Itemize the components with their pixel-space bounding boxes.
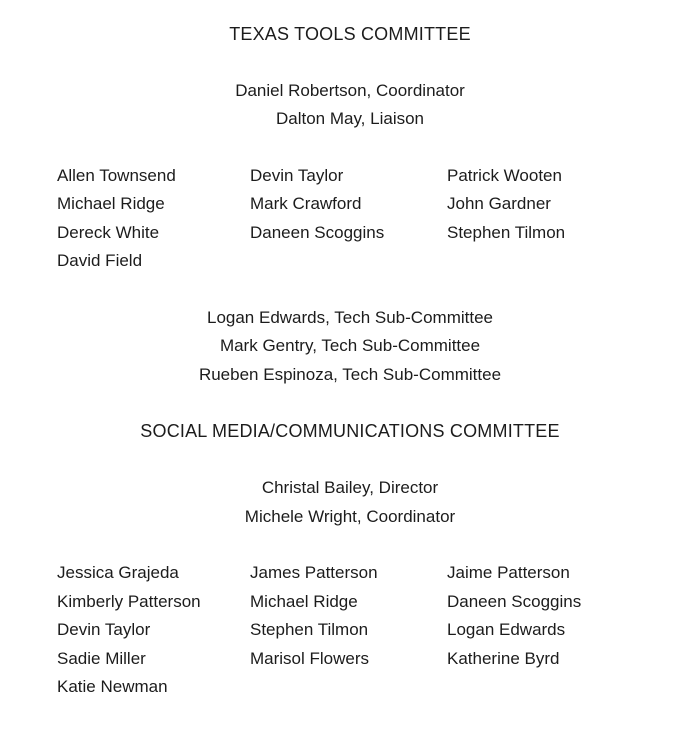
subcommittee-line: Logan Edwards, Tech Sub-Committee bbox=[206, 307, 493, 327]
officer-line-director: Christal Bailey, Director bbox=[261, 478, 439, 498]
spacer bbox=[0, 531, 700, 559]
member-column-2 bbox=[250, 559, 447, 701]
spacer bbox=[0, 276, 700, 304]
member-name: Jaime Patterson bbox=[447, 563, 570, 583]
member-name: Katherine Byrd bbox=[447, 648, 560, 668]
subcommittee-line: Mark Gentry, Tech Sub-Committee bbox=[219, 336, 481, 356]
member-name: Devin Taylor bbox=[57, 620, 151, 640]
member-name: Daneen Scoggins bbox=[447, 591, 582, 611]
member-name: James Patterson bbox=[250, 563, 378, 583]
member-column-2 bbox=[250, 162, 447, 276]
member-name: Marisol Flowers bbox=[250, 648, 370, 668]
member-column-1 bbox=[57, 559, 250, 701]
member-name: Dereck White bbox=[57, 222, 160, 242]
member-name: Katie Newman bbox=[57, 676, 168, 696]
member-name: Jessica Grajeda bbox=[57, 563, 179, 583]
committee-title-social-media: SOCIAL MEDIA/COMMUNICATIONS COMMITTEE bbox=[140, 421, 560, 442]
member-name: Devin Taylor bbox=[250, 165, 344, 185]
member-name: Kimberly Patterson bbox=[57, 591, 201, 611]
member-name: Allen Townsend bbox=[57, 165, 176, 185]
committee-title-texas-tools: TEXAS TOOLS COMMITTEE bbox=[229, 24, 471, 44]
member-name: Patrick Wooten bbox=[447, 165, 562, 185]
officer-line-coordinator: Daniel Robertson, Coordinator bbox=[235, 80, 465, 100]
member-name: Daneen Scoggins bbox=[250, 222, 385, 242]
officer-line-liaison: Dalton May, Liaison bbox=[275, 109, 425, 129]
member-column-3 bbox=[447, 162, 700, 276]
member-name: David Field bbox=[57, 251, 143, 271]
member-name: Logan Edwards bbox=[447, 620, 566, 640]
spacer bbox=[0, 134, 700, 162]
member-grid-texas-tools bbox=[0, 162, 700, 276]
member-name: Stephen Tilmon bbox=[250, 620, 369, 640]
subcommittee-line: Rueben Espinoza, Tech Sub-Committee bbox=[198, 364, 502, 384]
member-name: Sadie Miller bbox=[57, 648, 146, 668]
spacer bbox=[0, 48, 700, 76]
member-name: John Gardner bbox=[447, 194, 551, 214]
member-name: Stephen Tilmon bbox=[447, 222, 566, 242]
spacer bbox=[0, 446, 700, 474]
member-column-3 bbox=[447, 559, 700, 701]
member-column-1 bbox=[57, 162, 250, 276]
officer-line-coordinator: Michele Wright, Coordinator bbox=[244, 506, 456, 526]
member-grid-social-media bbox=[0, 559, 700, 701]
member-name: Michael Ridge bbox=[57, 194, 165, 214]
member-name: Mark Crawford bbox=[250, 194, 362, 214]
member-name: Michael Ridge bbox=[250, 591, 358, 611]
spacer bbox=[0, 389, 700, 417]
